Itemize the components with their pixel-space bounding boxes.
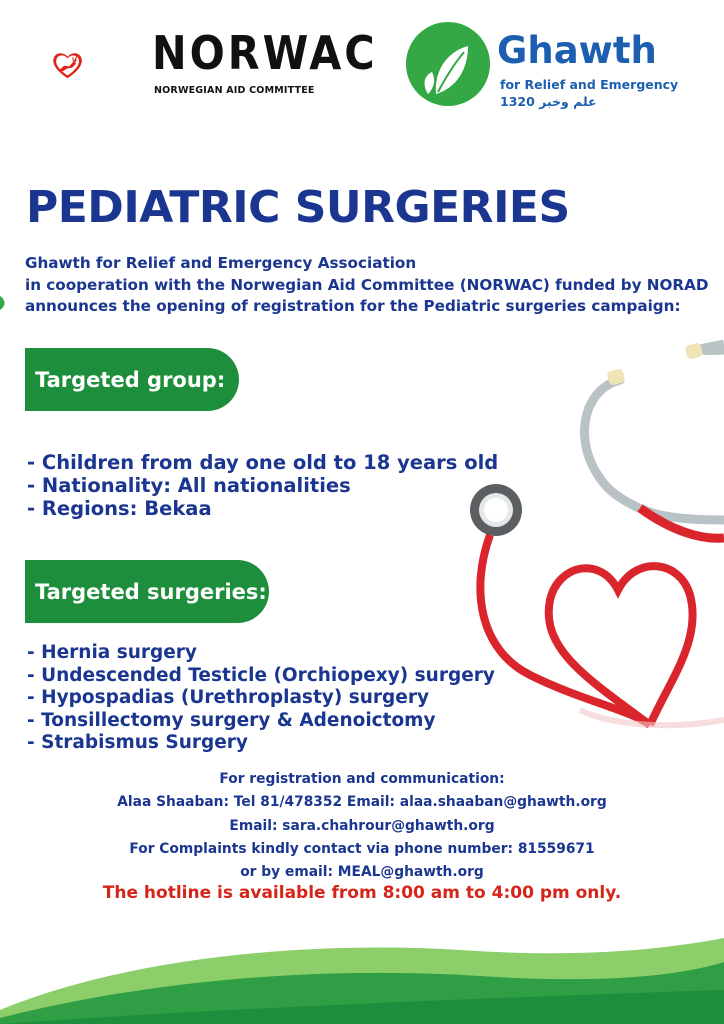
targeted-group-header: Targeted group: (25, 348, 239, 411)
intro-line: Ghawth for Relief and Emergency Association (25, 254, 417, 272)
targeted-surgeries-header: Targeted surgeries: (25, 560, 269, 623)
list-item: - Hernia surgery (27, 642, 197, 663)
contact-line: Alaa Shaaban: Tel 81/478352 Email: alaa.shaaban@ghawth.org (117, 794, 607, 811)
norwac-heart-deer-logo-icon (52, 25, 142, 105)
targeted-group-list (27, 451, 498, 520)
list-item: - Regions: Bekaa (27, 497, 212, 520)
contact-line: For Complaints kindly contact via phone number: 81559671 (129, 840, 595, 857)
contact-block (0, 768, 724, 884)
page-title: PEDIATRIC SURGERIES (26, 182, 570, 233)
ghawth-arabic-license: علم وخبر 1320 (500, 94, 597, 109)
intro-paragraph (25, 253, 724, 318)
list-item: - Strabismus Surgery (27, 732, 248, 753)
list-item: - Undescended Testicle (Orchiopexy) surgery (27, 664, 495, 686)
contact-heading: For registration and communication: (219, 771, 505, 787)
bottom-green-wave (0, 900, 724, 1024)
ghawth-wordmark: Ghawth (497, 29, 657, 72)
contact-line: Email: sara.chahrour@ghawth.org (229, 817, 495, 834)
contact-line: or by email: MEAL@ghawth.org (240, 864, 484, 881)
intro-line: announces the opening of registration for the Pediatric surgeries campaign: (25, 297, 681, 315)
hotline-notice: The hotline is available from 8:00 am to 4:00 pm only. (102, 883, 622, 903)
list-item: - Children from day one old to 18 years old (27, 451, 499, 474)
intro-line: in cooperation with the Norwegian Aid Committee (NORWAC) funded by NORAD (25, 275, 709, 294)
list-item: - Tonsillectomy surgery & Adenoictomy (27, 709, 436, 731)
decorative-leaf-edge (0, 296, 6, 310)
targeted-surgeries-list (27, 642, 495, 755)
list-item: - Hypospadias (Urethroplasty) surgery (27, 687, 430, 708)
list-item: - Nationality: All nationalities (27, 474, 351, 497)
ghawth-subtitle: for Relief and Emergency (500, 77, 679, 92)
norwac-wordmark: NORWAC (152, 26, 378, 80)
norwac-subtitle: NORWEGIAN AID COMMITTEE (154, 85, 315, 96)
ghawth-leaf-logo-icon (406, 22, 490, 106)
